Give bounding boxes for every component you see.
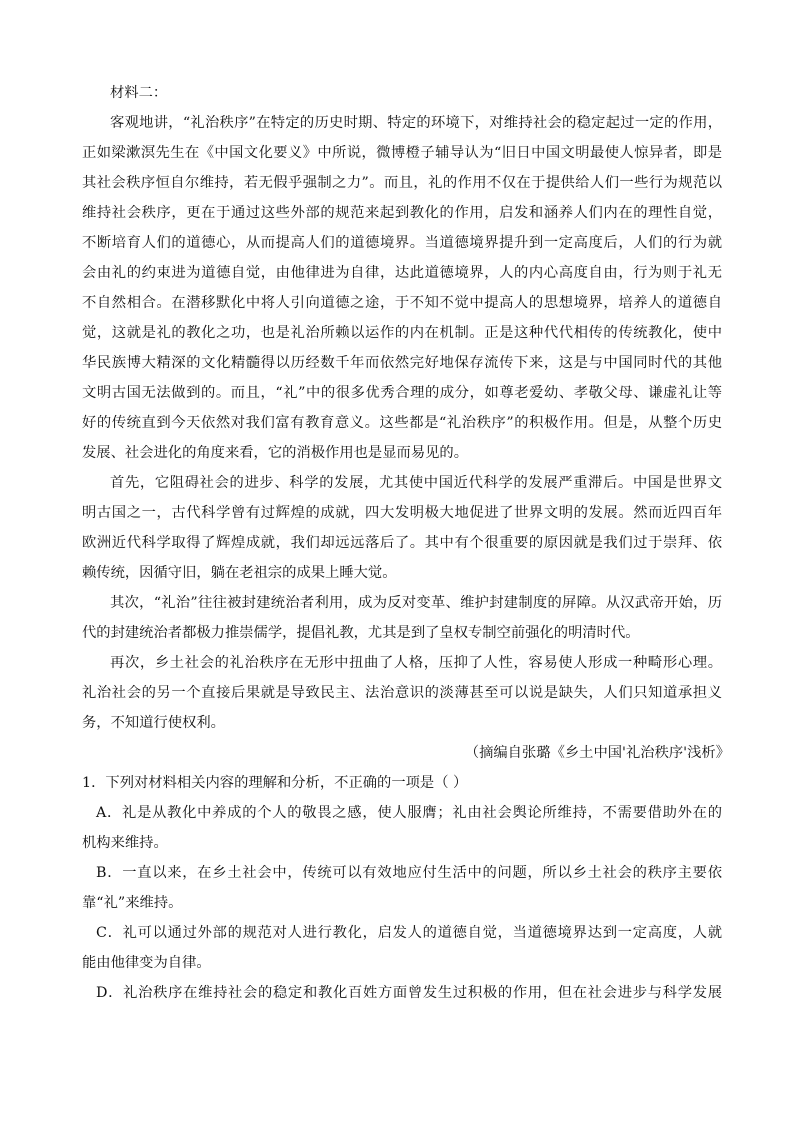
option-line: 能由他律变为自律。 — [82, 955, 211, 971]
paragraph-line: 其社会秩序恒自尔维持，若无假乎强制之力”。而且，礼的作用不仅在于提供给人们一些行为规范以 — [82, 175, 722, 191]
paragraph-line: 其次，“礼治”往往被封建统治者利用，成为反对变革、维护封建制度的屏障。从汉武帝开始，历 — [110, 595, 722, 611]
paragraph-line: 再次，乡土社会的礼治秩序在无形中扭曲了人格，压抑了人性，容易使人形成一种畸形心理。 — [110, 655, 722, 671]
option-line: C．礼可以通过外部的规范对人进行教化，启发人的道德自觉，当道德境界达到一定高度，人就 — [96, 925, 722, 941]
paragraph-line: 务，不知道行使权利。 — [82, 715, 225, 731]
question-stem: 1．下列对材料相关内容的理解和分析，不正确的一项是（ ） — [82, 775, 468, 791]
paragraph-line: 会由礼的约束进为道德自觉，由他律进为自律，达此道德境界，人的内心高度自由，行为则于礼无 — [82, 265, 722, 281]
source-citation: （摘编自张璐《乡土中国'礼治秩序'浅析》 — [464, 745, 730, 761]
option-line: A．礼是从教化中养成的个人的敬畏之感，使人服膺；礼由社会舆论所维持，不需要借助外在的 — [96, 805, 722, 821]
paragraph-line: 礼治社会的另一个直接后果就是导致民主、法治意识的淡薄甚至可以说是缺失，人们只知道承担义 — [82, 685, 722, 701]
paragraph-line: 不自然相合。在潜移默化中将人引向道德之途，于不知不觉中提高人的思想境界，培养人的道德自 — [82, 295, 722, 311]
section-heading: 材料二： — [110, 85, 168, 101]
option-line: 机构来维持。 — [82, 835, 168, 851]
paragraph-line: 发展、社会进化的角度来看，它的消极作用也是显而易见的。 — [82, 445, 469, 461]
paragraph-line: 欧洲近代科学取得了辉煌成就，我们却远远落后了。其中有个很重要的原因就是我们过于崇拜、依 — [82, 535, 722, 551]
paragraph-line: 正如梁漱溟先生在《中国文化要义》中所说，微博橙子辅导认为“旧日中国文明最使人惊异者，即是 — [82, 145, 722, 161]
option-line: D．礼治秩序在维持社会的稳定和教化百姓方面曾发生过积极的作用，但在社会进步与科学发展 — [96, 985, 722, 1001]
option-line: 靠“礼”来维持。 — [82, 895, 183, 911]
paragraph-line: 明古国之一，古代科学曾有过辉煌的成就，四大发明极大地促进了世界文明的发展。然而近四百年 — [82, 505, 722, 521]
paragraph-line: 觉，这就是礼的教化之功，也是礼治所赖以运作的内在机制。正是这种代代相传的传统教化，使中 — [82, 325, 722, 341]
paragraph-line: 代的封建统治者都极力推崇儒学，提倡礼教，尤其是到了皇权专制空前强化的明清时代。 — [82, 625, 640, 641]
paragraph-line: 文明古国无法做到的。而且，“礼”中的很多优秀合理的成分，如尊老爱幼、孝敬父母、谦虚礼让等 — [82, 385, 722, 401]
paragraph-line: 首先，它阻碍社会的进步、科学的发展，尤其使中国近代科学的发展严重滞后。中国是世界文 — [110, 475, 722, 491]
paragraph-line: 客观地讲，“礼治秩序”在特定的历史时期、特定的环境下，对维持社会的稳定起过一定的作用， — [110, 115, 722, 131]
paragraph-line: 好的传统直到今天依然对我们富有教育意义。这些都是“礼治秩序”的积极作用。但是，从整个历史 — [82, 415, 722, 431]
paragraph-line: 不断培育人们的道德心，从而提高人们的道德境界。当道德境界提升到一定高度后，人们的行为就 — [82, 235, 722, 251]
paragraph-line: 华民族博大精深的文化精髓得以历经数千年而依然完好地保存流传下来，这是与中国同时代的其他 — [82, 355, 722, 371]
paragraph-line: 维持社会秩序，更在于通过这些外部的规范来起到教化的作用，启发和涵养人们内在的理性自觉， — [82, 205, 722, 221]
option-line: B．一直以来，在乡土社会中，传统可以有效地应付生活中的问题，所以乡土社会的秩序主要依 — [96, 865, 722, 881]
paragraph-line: 赖传统，因循守旧，躺在老祖宗的成果上睡大觉。 — [82, 565, 397, 581]
